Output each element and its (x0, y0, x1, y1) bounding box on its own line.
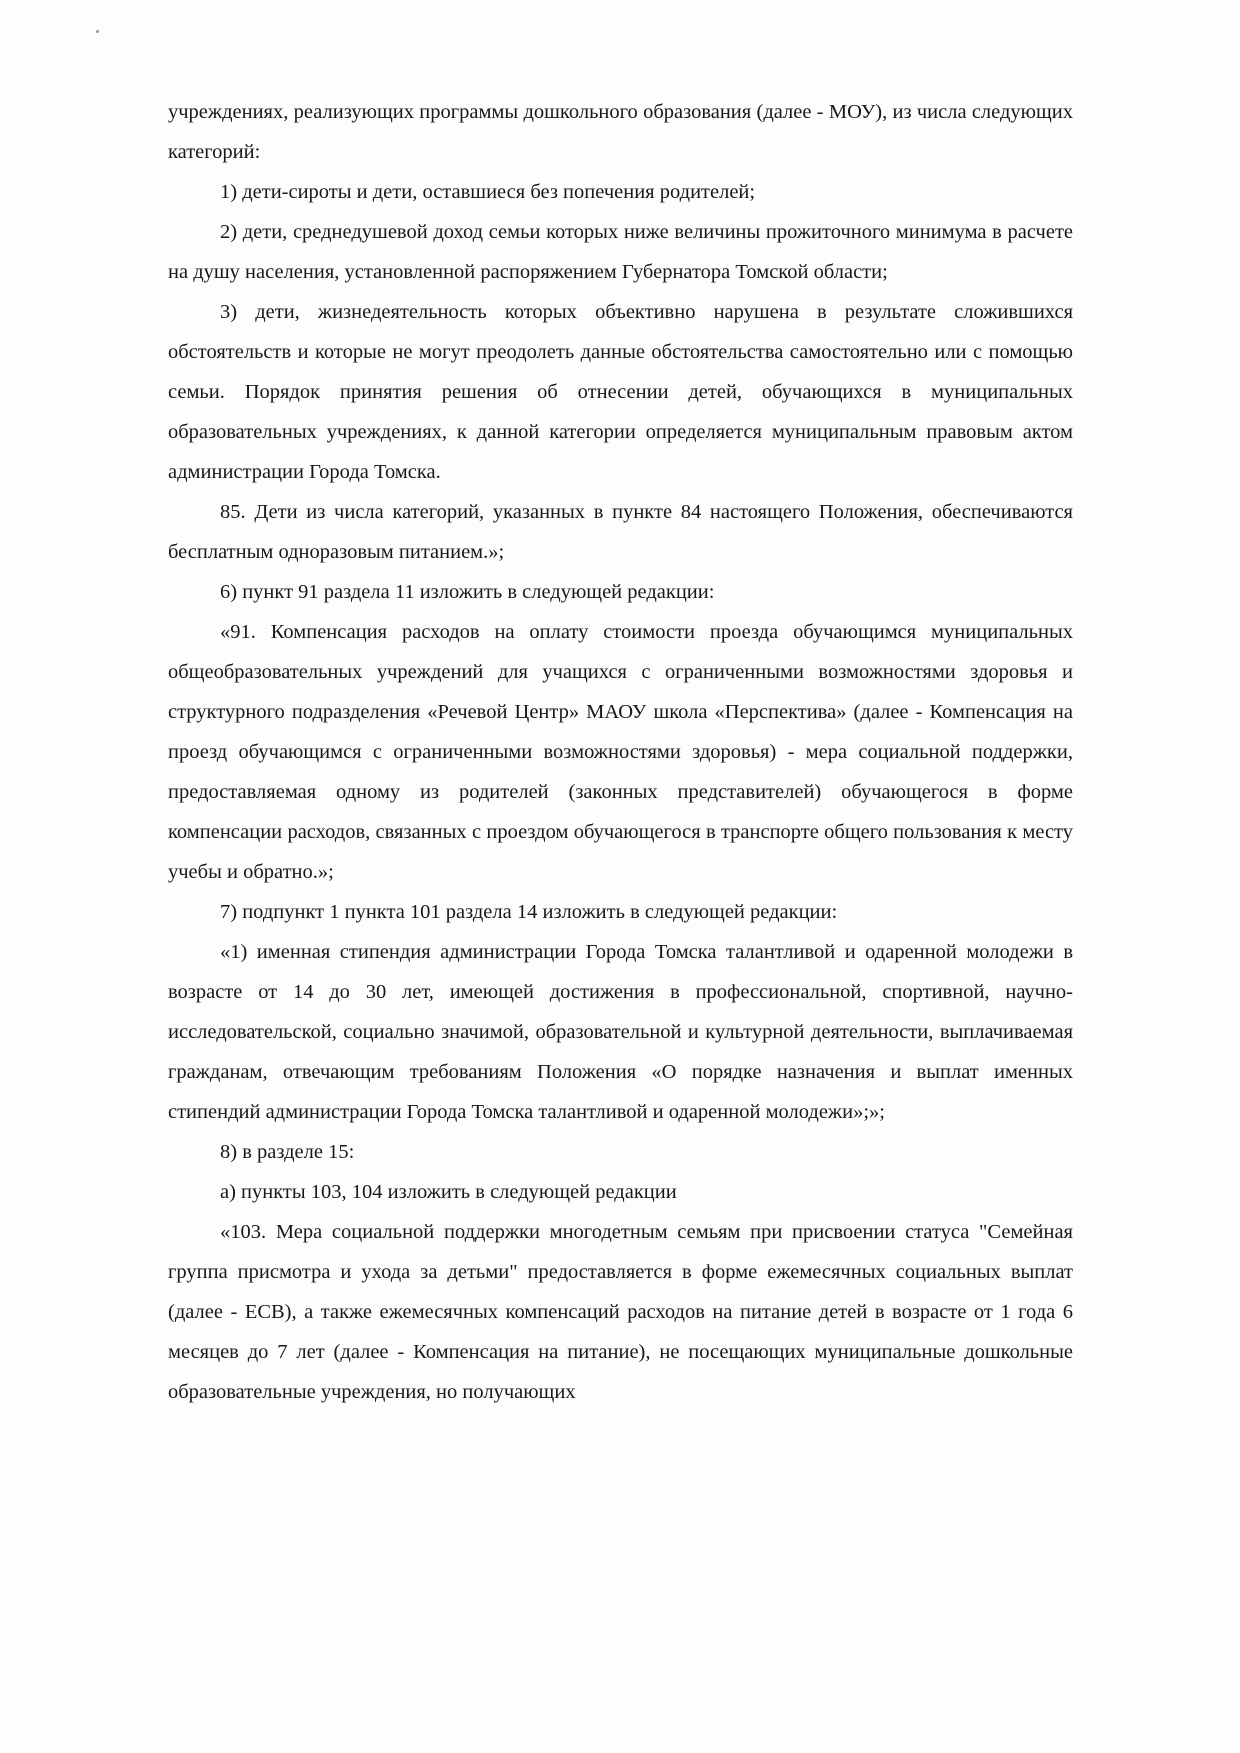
paragraph-clause-91: «91. Компенсация расходов на оплату стоимости проезда обучающимся муниципальных общеобразовательных учреждений для учащихся с ограниченными возможностями здоровья и структурного подразделения «Речевой Центр» МАОУ школа «Перспектива» (далее - Компенсация на проезд обучающимся с ограниченными возможностями здоровья) - мера социальной поддержки, предоставляемая одному из родителей (законных представителей) обучающегося в форме компенсации расходов, связанных с проездом обучающегося в транспорте общего пользования к месту учебы и обратно.»; (168, 621, 1073, 883)
paragraph-clause-101-subitem-1: «1) именная стипендия администрации Города Томска талантливой и одаренной молодежи в возрасте от 14 до 30 лет, имеющей достижения в профессиональной, спортивной, научно-исследовательской, социально значимой, образовательной и культурной деятельности, выплачиваемая гражданам, отвечающим требованиям Положения «О порядке назначения и выплат именных стипендий администрации Города Томска талантливой и одаренной молодежи»;»; (168, 941, 1073, 1123)
paragraph-item-7: 7) подпункт 1 пункта 101 раздела 14 изложить в следующей редакции: (220, 901, 838, 923)
paragraph-item-6: 6) пункт 91 раздела 11 изложить в следующей редакции: (220, 581, 715, 603)
paragraph-continued-intro: учреждениях, реализующих программы дошкольного образования (далее - МОУ), из числа следующих категорий: (168, 101, 1073, 163)
paragraph-item-2: 2) дети, среднедушевой доход семьи которых ниже величины прожиточного минимума в расчете на душу населения, установленной распоряжением Губернатора Томской области; (168, 221, 1073, 283)
document-body (168, 92, 1073, 1412)
page-margin-mark (96, 30, 99, 33)
paragraph-item-8: 8) в разделе 15: (220, 1141, 355, 1163)
paragraph-item-8a: а) пункты 103, 104 изложить в следующей редакции (220, 1181, 677, 1203)
paragraph-clause-103: «103. Мера социальной поддержки многодетным семьям при присвоении статуса "Семейная группа присмотра и ухода за детьми" предоставляется в форме ежемесячных социальных выплат (далее - ЕСВ), а также ежемесячных компенсаций расходов на питание детей в возрасте от 1 года 6 месяцев до 7 лет (далее - Компенсация на питание), не посещающих муниципальные дошкольные образовательные учреждения, но получающих (168, 1221, 1073, 1403)
paragraph-clause-85: 85. Дети из числа категорий, указанных в пункте 84 настоящего Положения, обеспечиваются бесплатным одноразовым питанием.»; (168, 501, 1073, 563)
paragraph-item-1: 1) дети-сироты и дети, оставшиеся без попечения родителей; (220, 181, 756, 203)
paragraph-item-3: 3) дети, жизнедеятельность которых объективно нарушена в результате сложившихся обстоятельств и которые не могут преодолеть данные обстоятельства самостоятельно или с помощью семьи. Порядок принятия решения об отнесении детей, обучающихся в муниципальных образовательных учреждениях, к данной категории определяется муниципальным правовым актом администрации Города Томска. (168, 301, 1073, 483)
